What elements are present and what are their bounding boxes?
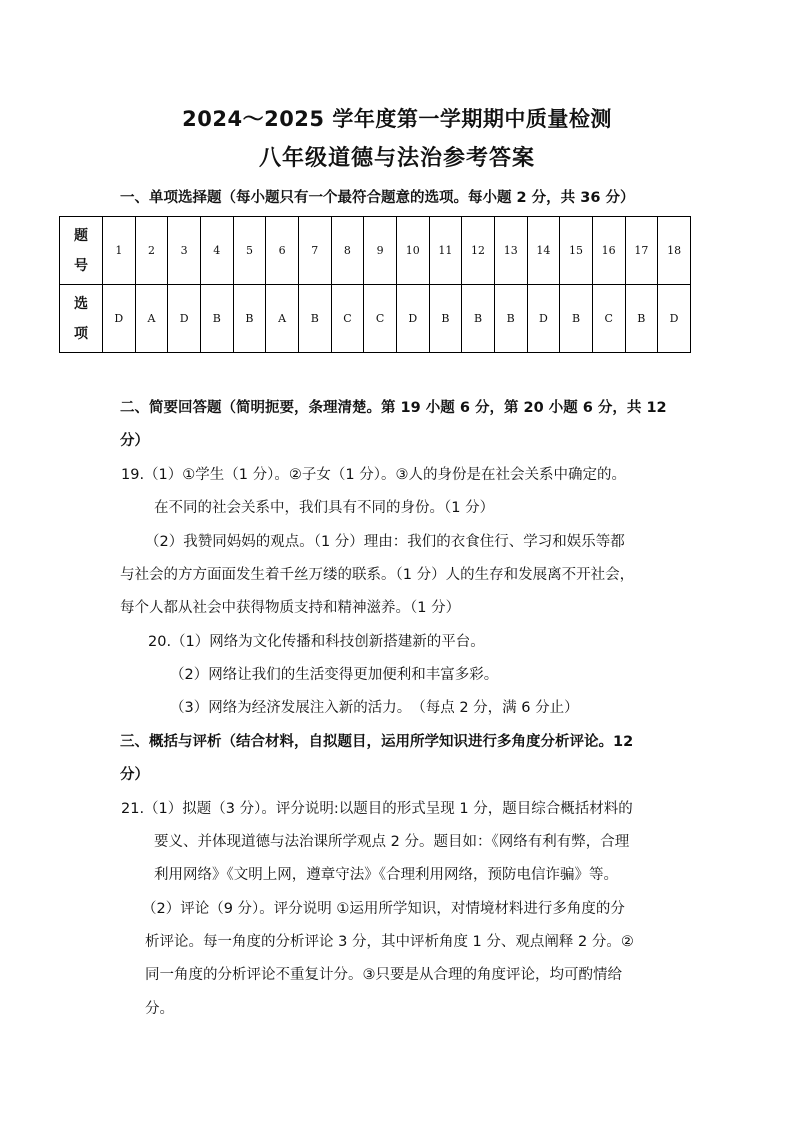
- answer-20-line: 20.（1）网络为文化传播和科技创新搭建新的平台。: [148, 634, 485, 650]
- question-number: 8: [331, 217, 364, 285]
- question-number: 15: [560, 217, 593, 285]
- answer-20-line: （3）网络为经济发展注入新的活力。 （每点 2 分，满 6 分止）: [170, 700, 579, 716]
- answer-cell: D: [658, 285, 691, 353]
- question-number: 2: [135, 217, 168, 285]
- question-number: 9: [364, 217, 397, 285]
- question-number: 3: [168, 217, 201, 285]
- answer-21-line: 析评论。每一角度的分析评论 3 分，其中评析角度 1 分、观点阐释 2 分。②: [145, 934, 634, 950]
- answer-cell: B: [233, 285, 266, 353]
- section3-heading-cont: 分）: [120, 767, 149, 783]
- answer-cell: B: [298, 285, 331, 353]
- question-number: 10: [396, 217, 429, 285]
- answer-row: [60, 285, 691, 353]
- answer-table: [59, 216, 691, 353]
- answer-19-line: 19.（1）①学生（1 分）。②子女（1 分）。③人的身份是在社会关系中确定的。: [121, 467, 626, 483]
- question-number: 11: [429, 217, 462, 285]
- answer-cell: D: [168, 285, 201, 353]
- section2-heading: 二、简要回答题（简明扼要，条理清楚。第 19 小题 6 分，第 20 小题 6 分，共 12: [120, 400, 667, 416]
- answer-19-line: 在不同的社会关系中，我们具有不同的身份。（1 分）: [154, 500, 495, 516]
- question-number: 14: [527, 217, 560, 285]
- answer-cell: B: [625, 285, 658, 353]
- section3-heading: 三、概括与评析（结合材料，自拟题目，运用所学知识进行多角度分析评论。12: [120, 734, 634, 750]
- answer-19-line: （2）我赞同妈妈的观点。（1 分）理由：我们的衣食住行、学习和娱乐等都: [145, 534, 625, 550]
- answer-cell: C: [364, 285, 397, 353]
- answer-19-line: 每个人都从社会中获得物质支持和精神滋养。（1 分）: [120, 600, 461, 616]
- question-number: 16: [592, 217, 625, 285]
- answer-21-line: 21.（1）拟题（3 分）。评分说明:以题目的形式呈现 1 分，题目综合概括材料的: [121, 801, 633, 817]
- answer-19-line: 与社会的方方面面发生着千丝万缕的联系。（1 分）人的生存和发展离不开社会，: [120, 567, 635, 583]
- answer-cell: C: [592, 285, 625, 353]
- section2-heading-cont: 分）: [120, 433, 149, 449]
- answer-21-line: 同一角度的分析评论不重复计分。③只要是从合理的角度评论，均可酌情给: [145, 967, 622, 983]
- answer-cell: B: [494, 285, 527, 353]
- question-number: 6: [266, 217, 299, 285]
- question-number: 13: [494, 217, 527, 285]
- question-number: 17: [625, 217, 658, 285]
- answer-cell: D: [527, 285, 560, 353]
- question-number-row: [60, 217, 691, 285]
- question-number: 12: [462, 217, 495, 285]
- answer-21-line: 分。: [145, 1001, 174, 1017]
- row-label-question: 题 号: [60, 217, 103, 285]
- answer-21-line: 要义、并体现道德与法治课所学观点 2 分。题目如：《网络有利有弊，合理: [154, 834, 630, 850]
- question-number: 1: [103, 217, 136, 285]
- section1-heading: 一、单项选择题（每小题只有一个最符合题意的选项。每小题 2 分，共 36 分）: [120, 190, 635, 206]
- answer-cell: B: [200, 285, 233, 353]
- page-title: 2024～2025 学年度第一学期期中质量检测: [182, 107, 612, 131]
- question-number: 5: [233, 217, 266, 285]
- answer-21-line: （2）评论（9 分）。评分说明 ①运用所学知识，对情境材料进行多角度的分: [142, 901, 625, 917]
- row-label-answer: 选 项: [60, 285, 103, 353]
- answer-cell: A: [135, 285, 168, 353]
- answer-cell: C: [331, 285, 364, 353]
- answer-20-line: （2）网络让我们的生活变得更加便利和丰富多彩。: [170, 667, 499, 683]
- answer-cell: A: [266, 285, 299, 353]
- answer-cell: B: [462, 285, 495, 353]
- answer-cell: D: [396, 285, 429, 353]
- answer-cell: B: [429, 285, 462, 353]
- question-number: 7: [298, 217, 331, 285]
- answer-cell: D: [103, 285, 136, 353]
- question-number: 4: [200, 217, 233, 285]
- answer-cell: B: [560, 285, 593, 353]
- page-subtitle: 八年级道德与法治参考答案: [258, 146, 535, 171]
- question-number: 18: [658, 217, 691, 285]
- answer-21-line: 利用网络》《文明上网，遵章守法》《合理利用网络，预防电信诈骗》等。: [154, 867, 618, 883]
